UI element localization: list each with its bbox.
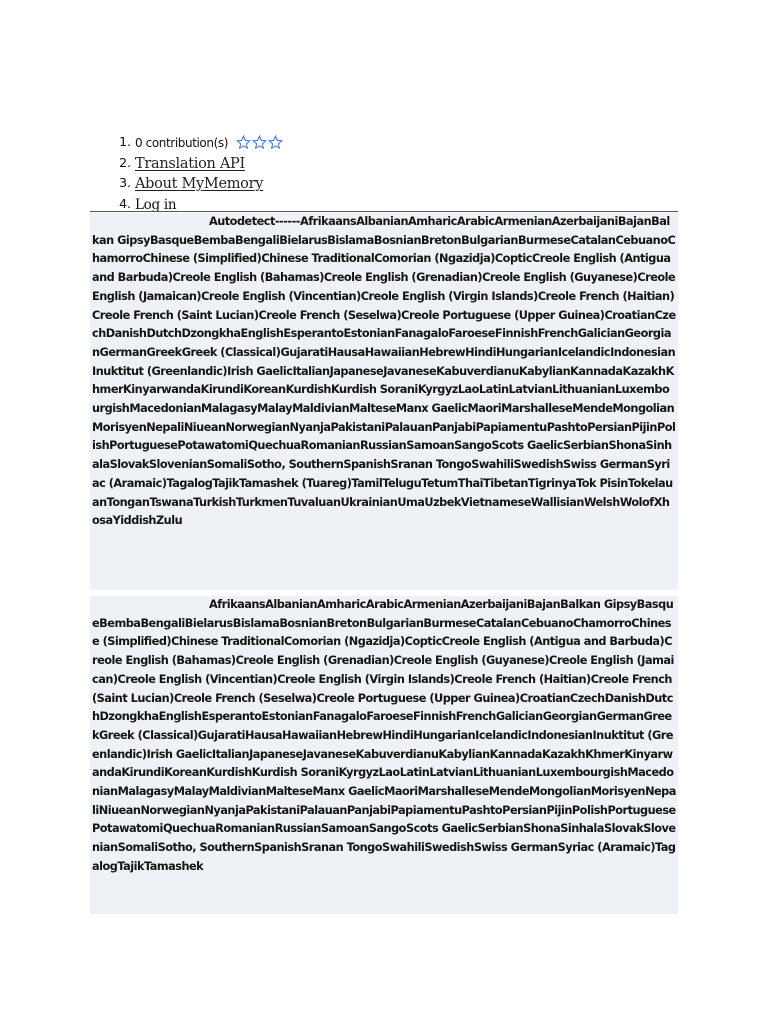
language-option[interactable]: Irish Gaelic (227, 364, 293, 378)
language-option[interactable]: Creole French (Saint Lucian) (92, 672, 672, 705)
language-option[interactable]: Tajik (212, 476, 239, 490)
language-option[interactable]: Inuktitut (Greenlandic) (92, 728, 673, 761)
language-option[interactable]: Bengali (234, 233, 280, 247)
language-option[interactable]: Pijin (546, 803, 572, 817)
language-option[interactable]: Icelandic (557, 345, 611, 359)
language-option[interactable]: Portuguese (607, 803, 676, 817)
language-option[interactable]: Galician (495, 710, 543, 724)
language-option[interactable]: Croatian (604, 308, 655, 322)
language-option[interactable]: Creole English (Antigua and Barbuda) (92, 252, 671, 285)
language-option[interactable]: Faroese (448, 327, 495, 341)
language-option[interactable]: Persian (587, 420, 632, 434)
language-option[interactable]: Tagalog (166, 476, 213, 490)
language-option[interactable]: Potawatomi (92, 822, 163, 836)
language-option[interactable]: Tajik (117, 859, 144, 873)
language-option[interactable]: German (99, 345, 147, 359)
nav-item-about[interactable] (119, 173, 725, 194)
language-option[interactable]: Lithuanian (552, 383, 615, 397)
language-option[interactable]: Mende (572, 402, 613, 416)
language-option[interactable]: Niuean (183, 420, 226, 434)
language-option[interactable]: Dutch (92, 691, 673, 724)
language-option[interactable]: Creole French (Seselwa) (173, 691, 317, 705)
language-option[interactable]: Mongolian (529, 785, 591, 799)
language-option[interactable]: Papiamentu (475, 420, 547, 434)
language-option[interactable]: Faroese (366, 710, 413, 724)
language-option[interactable]: Somali (206, 458, 247, 472)
language-option[interactable]: Chinese Traditional (261, 252, 375, 266)
language-option[interactable]: Mongolian (612, 402, 675, 416)
language-option[interactable]: Finnish (412, 710, 456, 724)
language-option[interactable]: Mende (488, 785, 529, 799)
language-option[interactable]: Czech (569, 691, 605, 705)
language-option[interactable]: Kabuverdianu (436, 364, 519, 378)
language-option[interactable]: Danish (604, 691, 646, 705)
nav-item-contributions[interactable] (119, 132, 725, 153)
language-option[interactable]: Greek (Classical) (181, 345, 281, 359)
language-option[interactable]: Wolof (619, 495, 654, 509)
language-option[interactable]: Kazakh (622, 364, 666, 378)
language-option[interactable]: Creole English (Vincentian) (201, 289, 361, 303)
nav-item-translation-api[interactable] (119, 153, 725, 174)
language-option[interactable]: Latvian (429, 766, 473, 780)
language-option[interactable]: Chinese (Simplified) (92, 616, 672, 649)
target-language-select[interactable] (90, 596, 678, 914)
language-option[interactable]: Gujarati (197, 728, 246, 742)
language-option[interactable]: Dzongkha (181, 327, 241, 341)
translation-api-link[interactable]: Translation API (135, 155, 245, 172)
language-option[interactable]: Nyanja (204, 803, 246, 817)
language-option[interactable]: Japanese (249, 747, 303, 761)
language-option[interactable]: Potawatomi (177, 439, 249, 453)
language-option[interactable]: Esperanto (201, 710, 262, 724)
language-option[interactable]: Tagalog (92, 841, 676, 873)
language-option[interactable]: German (596, 710, 644, 724)
language-option[interactable]: Latvian (508, 383, 553, 397)
language-option[interactable]: Creole English (Bahamas) (92, 635, 673, 668)
language-option[interactable]: Bosnian (279, 616, 327, 630)
language-option[interactable]: Kirundi (200, 383, 244, 397)
language-option[interactable]: Tongan (106, 495, 150, 509)
language-option[interactable]: Kabylian (518, 364, 571, 378)
divider (90, 211, 678, 212)
language-option[interactable]: Javanese (383, 364, 437, 378)
language-option[interactable]: Sotho, Southern (246, 458, 344, 472)
source-language-select[interactable] (90, 213, 678, 590)
language-option[interactable]: Vietnamese (460, 495, 531, 509)
language-option[interactable]: Catalan (570, 233, 616, 247)
language-option[interactable]: Palauan (299, 803, 347, 817)
language-option[interactable]: Marshallese (501, 402, 573, 416)
language-option[interactable]: Swedish (424, 841, 474, 855)
language-option[interactable]: Bielarus (279, 233, 328, 247)
language-option[interactable]: Hungarian (495, 345, 558, 359)
language-option[interactable]: Slovenian (92, 822, 676, 855)
language-option[interactable]: Kinyarwanda (123, 383, 201, 397)
language-option[interactable]: Hindi (465, 345, 496, 359)
language-option[interactable]: Russian (274, 822, 321, 836)
list-number: 2 . (111, 153, 131, 173)
language-option[interactable]: Chinese (Simplified) (142, 252, 262, 266)
language-option[interactable]: Hausa (327, 345, 365, 359)
language-option[interactable]: Kabuverdianu (355, 747, 439, 761)
language-option[interactable]: Kirundi (121, 766, 165, 780)
language-option[interactable]: Creole Portuguese (Upper Guinea) (316, 691, 520, 705)
language-option[interactable]: Maldivian (292, 402, 350, 416)
language-option[interactable]: Breton (421, 233, 462, 247)
language-option[interactable]: Maltese (349, 402, 396, 416)
language-option[interactable]: Tokelauan (92, 476, 673, 509)
language-option[interactable]: Icelandic (475, 728, 528, 742)
star-outline-icon[interactable] (236, 135, 251, 150)
language-option[interactable]: Finnish (494, 327, 538, 341)
language-option[interactable]: Morisyen (590, 785, 646, 799)
language-option[interactable]: Norwegian (225, 420, 290, 434)
language-option[interactable]: Swahili (381, 841, 425, 855)
language-option[interactable]: Latin (399, 766, 430, 780)
login-link[interactable]: Log in (135, 196, 177, 213)
language-option[interactable]: Creole English (Jamaican) (92, 271, 676, 303)
language-option[interactable]: Tswana (149, 495, 194, 509)
language-option[interactable]: Kurdish Sorani (330, 383, 418, 397)
language-option[interactable]: Sinhala (560, 822, 604, 836)
language-option[interactable]: Creole English (Grenadian) (323, 271, 483, 285)
language-option[interactable]: Tigrinya (527, 476, 577, 490)
language-option[interactable]: Estonian (343, 327, 395, 341)
language-option[interactable]: Chamorro (572, 616, 632, 630)
language-option[interactable]: Luxembourgish (92, 383, 670, 416)
language-option[interactable]: Palauan (384, 420, 432, 434)
language-option[interactable]: Indonesian (610, 345, 676, 359)
language-option[interactable]: Kurdish (206, 766, 252, 780)
language-option[interactable]: Khmer (585, 747, 625, 761)
language-option[interactable]: Catalan (475, 616, 521, 630)
language-option[interactable]: Bulgarian (461, 233, 518, 247)
language-option[interactable]: Pashto (461, 803, 503, 817)
language-option[interactable]: Shona (608, 439, 646, 453)
language-option[interactable]: Kyrgyz (338, 766, 379, 780)
language-option[interactable]: Lao (457, 383, 479, 397)
language-option[interactable]: Thai (457, 476, 484, 490)
language-option[interactable]: Sinhala (92, 439, 672, 472)
language-option[interactable]: Samoan (320, 822, 369, 836)
list-number: 3 . (111, 173, 131, 193)
language-option[interactable]: Ukrainian (340, 495, 398, 509)
language-option[interactable]: Pakistani (330, 420, 385, 434)
language-option[interactable]: Uzbek (424, 495, 461, 509)
language-option[interactable]: Kannada (489, 747, 542, 761)
rating-stars[interactable] (236, 135, 283, 150)
language-option[interactable]: Irish Gaelic (146, 747, 212, 761)
language-option[interactable]: Panjabi (432, 420, 476, 434)
language-option[interactable]: Hawaiian (282, 728, 337, 742)
language-option[interactable]: Yiddish (112, 514, 156, 528)
contributions-count[interactable]: 0 contribution(s) (135, 136, 228, 150)
language-option[interactable]: Dzongkha (99, 710, 159, 724)
language-option[interactable]: Romanian (300, 439, 360, 453)
language-option[interactable]: Nepali (92, 785, 676, 817)
language-option[interactable]: Breton (326, 616, 367, 630)
language-option[interactable]: Creole English (Virgin Islands) (277, 672, 455, 686)
language-option[interactable]: Bengali (140, 616, 185, 630)
language-option[interactable]: Creole Portuguese (Upper Guinea) (401, 308, 605, 322)
language-option[interactable]: Maltese (265, 785, 313, 799)
language-option[interactable]: Lao (378, 766, 400, 780)
language-option[interactable]: Slovenian (148, 458, 207, 472)
language-option[interactable]: Hindi (382, 728, 414, 742)
language-option[interactable]: Coptic (494, 252, 532, 266)
language-option[interactable]: Javanese (302, 747, 356, 761)
language-option[interactable]: Maori (384, 785, 418, 799)
language-option[interactable]: Polish (571, 803, 608, 817)
language-option[interactable]: Maori (467, 402, 502, 416)
language-option[interactable]: Hebrew (419, 345, 466, 359)
language-option[interactable]: Bosnian (373, 233, 422, 247)
language-option[interactable]: Armenian (403, 598, 461, 611)
language-option[interactable]: Morisyen (92, 420, 147, 434)
language-option[interactable]: Fanagalo (394, 327, 449, 341)
language-option[interactable]: Bielarus (184, 616, 233, 630)
star-outline-icon[interactable] (268, 135, 283, 150)
language-option[interactable]: Wallisian (530, 495, 584, 509)
language-option[interactable]: Chamorro (92, 233, 676, 266)
language-option[interactable]: French (537, 327, 578, 341)
language-option[interactable]: Creole English (Grenadian) (235, 654, 394, 668)
language-option[interactable]: Bislama (232, 616, 280, 630)
language-option[interactable]: Xhosa (92, 495, 670, 528)
language-option[interactable]: Scots Gaelic (491, 439, 563, 453)
language-option[interactable]: Azerbaijani (460, 598, 527, 611)
language-option[interactable]: Maldivian (208, 785, 266, 799)
language-option[interactable]: Creole English (Vincentian) (117, 672, 278, 686)
language-option[interactable]: Korean (243, 383, 286, 397)
language-option[interactable]: Panjabi (346, 803, 391, 817)
language-option[interactable]: Czech (92, 308, 676, 341)
language-option[interactable]: Croatian (519, 691, 570, 705)
language-option[interactable]: Spanish (254, 841, 302, 855)
language-option[interactable]: Danish (105, 327, 147, 341)
language-option[interactable]: Pashto (546, 420, 588, 434)
language-option[interactable]: Georgian (542, 710, 597, 724)
language-option[interactable]: Cebuano (520, 616, 573, 630)
about-mymemory-link[interactable]: About MyMemory (135, 176, 264, 192)
language-option[interactable]: Zulu (155, 514, 183, 528)
language-option[interactable]: Hawaiian (364, 345, 420, 359)
language-option[interactable]: Sranan Tongo (301, 841, 382, 855)
language-option[interactable]: Tamil (351, 476, 383, 490)
language-option[interactable]: Papiamentu (390, 803, 462, 817)
language-option[interactable]: Malagasy (201, 402, 258, 416)
language-option[interactable]: Turkmen (235, 495, 288, 509)
language-option[interactable]: Swiss German (473, 841, 558, 855)
language-option[interactable]: Burmese (517, 233, 571, 247)
language-option[interactable]: Tetum (421, 476, 458, 490)
language-option[interactable]: Esperanto (283, 327, 344, 341)
language-option[interactable]: Manx Gaelic (312, 785, 385, 799)
language-option[interactable]: Creole French (Haitian) (537, 289, 675, 303)
language-option[interactable]: Pakistani (245, 803, 300, 817)
language-option[interactable]: Shona (523, 822, 561, 836)
language-option[interactable]: Russian (359, 439, 407, 453)
language-option[interactable]: Italian (211, 747, 250, 761)
language-option[interactable]: Latin (478, 383, 509, 397)
language-option[interactable]: Coptic (404, 635, 442, 649)
list-number: 1 . (111, 132, 131, 152)
language-option[interactable]: Samoan (406, 439, 455, 453)
language-option[interactable]: Norwegian (140, 803, 205, 817)
language-option[interactable]: Kannada (570, 364, 623, 378)
language-option[interactable]: Kyrgyz (417, 383, 458, 397)
language-option[interactable]: Bulgarian (366, 616, 424, 630)
language-option[interactable]: Albanian (265, 598, 318, 611)
language-option[interactable]: Quechua (162, 822, 216, 836)
language-option[interactable]: Kurdish Sorani (251, 766, 339, 780)
language-option[interactable]: Syriac (Aramaic) (92, 458, 670, 490)
language-option[interactable]: Indonesian (527, 728, 593, 742)
language-option[interactable]: Amharic (317, 598, 366, 611)
language-option[interactable]: Georgian (92, 327, 671, 359)
language-option[interactable]: Burmese (423, 616, 476, 630)
language-option[interactable]: Syriac (Aramaic) (557, 841, 656, 855)
language-option[interactable]: Slovak (603, 822, 644, 836)
language-option[interactable]: Estonian (261, 710, 313, 724)
source-option-autodetect[interactable]: Autodetect------ (209, 215, 300, 228)
language-option[interactable]: Lithuanian (472, 766, 536, 780)
language-option[interactable]: French (455, 710, 496, 724)
language-option[interactable]: Creole English (Bahamas) (172, 271, 324, 285)
language-option[interactable]: Greek (146, 345, 182, 359)
star-outline-icon[interactable] (252, 135, 267, 150)
language-option[interactable]: Sotho, Southern (157, 841, 255, 855)
language-option[interactable]: Cebuano (615, 233, 668, 247)
language-option[interactable]: Quechua (248, 439, 301, 453)
language-option[interactable]: Japanese (329, 364, 384, 378)
language-option[interactable]: Creole English (Guyanese) (393, 654, 550, 668)
language-option[interactable]: Hebrew (336, 728, 383, 742)
language-option[interactable]: Chinese Traditional (171, 635, 284, 649)
language-option[interactable]: Uma (397, 495, 425, 509)
language-option[interactable]: Serbian (477, 822, 524, 836)
language-option[interactable]: Malay (257, 402, 293, 416)
language-option[interactable]: Slovak (109, 458, 149, 472)
language-option[interactable]: Scots Gaelic (405, 822, 478, 836)
language-option[interactable]: Creole English (Virgin Islands) (360, 289, 538, 303)
language-option[interactable]: Afrikaans (209, 598, 266, 611)
language-option[interactable]: Galician (577, 327, 625, 341)
language-option[interactable]: Niuean (98, 803, 141, 817)
language-option[interactable]: Bajan (617, 215, 652, 228)
language-option[interactable]: Persian (502, 803, 547, 817)
language-option[interactable]: Swahili (471, 458, 514, 472)
language-option[interactable]: Armenian (494, 215, 552, 228)
language-option[interactable]: Spanish (343, 458, 391, 472)
language-option[interactable]: Manx Gaelic (395, 402, 468, 416)
language-option[interactable]: Afrikaans (300, 215, 357, 228)
language-option[interactable]: Arabic (456, 215, 495, 228)
language-option[interactable]: Arabic (365, 598, 404, 611)
language-option[interactable]: Somali (117, 841, 158, 855)
language-option[interactable]: Fanagalo (312, 710, 367, 724)
language-option[interactable]: Kazakh (541, 747, 586, 761)
language-option[interactable]: Balkan Gipsy (560, 598, 637, 611)
language-option[interactable]: Tok Pisin (576, 476, 628, 490)
language-option[interactable]: Luxembourgish (535, 766, 628, 780)
language-option[interactable]: Creole English (Jamaican) (92, 654, 674, 686)
language-option[interactable]: Sranan Tongo (390, 458, 472, 472)
language-option[interactable]: Sango (368, 822, 406, 836)
language-option[interactable]: English (158, 710, 202, 724)
language-option[interactable]: Gujarati (280, 345, 328, 359)
list-number: 4 . (111, 194, 131, 214)
language-option[interactable]: Albanian (356, 215, 409, 228)
language-option[interactable]: Romanian (215, 822, 275, 836)
language-option[interactable]: Nepali (146, 420, 184, 434)
language-option[interactable]: Creole English (Guyanese) (482, 271, 638, 285)
language-option[interactable]: Kurdish (285, 383, 331, 397)
language-option[interactable]: Tuvaluan (287, 495, 341, 509)
language-option[interactable]: Basque (149, 233, 194, 247)
language-option[interactable]: Creole French (Saint Lucian) (92, 308, 259, 322)
language-option[interactable]: Bajan (526, 598, 561, 611)
language-option[interactable]: Turkish (193, 495, 236, 509)
language-option[interactable]: Basque (92, 598, 674, 630)
language-option[interactable]: Dutch (146, 327, 182, 341)
language-option[interactable]: Greek (Classical) (99, 728, 198, 742)
language-option[interactable]: Inuktitut (Greenlandic) (92, 364, 228, 378)
language-option[interactable]: Tibetan (483, 476, 528, 490)
language-option[interactable]: Portuguese (109, 439, 178, 453)
language-option[interactable]: Kabylian (438, 747, 490, 761)
language-option[interactable]: Marshallese (417, 785, 489, 799)
language-option[interactable]: Nyanja (289, 420, 331, 434)
language-option[interactable]: Bemba (99, 616, 141, 630)
language-option[interactable]: Welsh (583, 495, 620, 509)
language-option[interactable]: Kinyarwanda (92, 747, 673, 780)
language-option[interactable]: Tamashek (143, 859, 204, 873)
language-option[interactable]: Macedonian (129, 402, 201, 416)
language-option[interactable]: Telugu (382, 476, 422, 490)
language-option[interactable]: Pijin (631, 420, 657, 434)
language-option[interactable]: Swiss German (563, 458, 647, 472)
language-option[interactable]: Azerbaijani (551, 215, 618, 228)
language-option[interactable]: Creole French (Seselwa) (258, 308, 402, 322)
language-option[interactable]: Serbian (562, 439, 609, 453)
top-nav-list (90, 132, 725, 214)
language-option[interactable]: Swedish (513, 458, 564, 472)
language-option[interactable]: Malagasy (117, 785, 174, 799)
language-option[interactable]: Balkan Gipsy (92, 215, 670, 247)
language-option[interactable]: Polish (92, 420, 676, 453)
language-option[interactable]: Creole English (Antigua and Barbuda) (441, 635, 665, 649)
language-option[interactable]: Macedonian (92, 766, 674, 799)
language-option[interactable]: Greek (92, 710, 672, 742)
language-option[interactable]: English (240, 327, 284, 341)
language-option[interactable]: Comorian (Ngazidja) (284, 635, 405, 649)
language-option[interactable]: Khmer (92, 364, 674, 397)
language-option[interactable]: Korean (164, 766, 207, 780)
language-option[interactable]: Bislama (327, 233, 374, 247)
language-option[interactable]: Sango (454, 439, 492, 453)
language-option[interactable]: Hausa (245, 728, 283, 742)
language-option[interactable]: Italian (292, 364, 330, 378)
language-option[interactable]: Amharic (408, 215, 457, 228)
language-option[interactable]: Malay (173, 785, 209, 799)
language-option[interactable]: Comorian (Ngazidja) (374, 252, 495, 266)
language-option[interactable]: Tamashek (Tuareg) (238, 476, 352, 490)
language-option[interactable]: Hungarian (413, 728, 476, 742)
language-option[interactable]: Creole French (Haitian) (454, 672, 591, 686)
language-option[interactable]: Bemba (193, 233, 235, 247)
